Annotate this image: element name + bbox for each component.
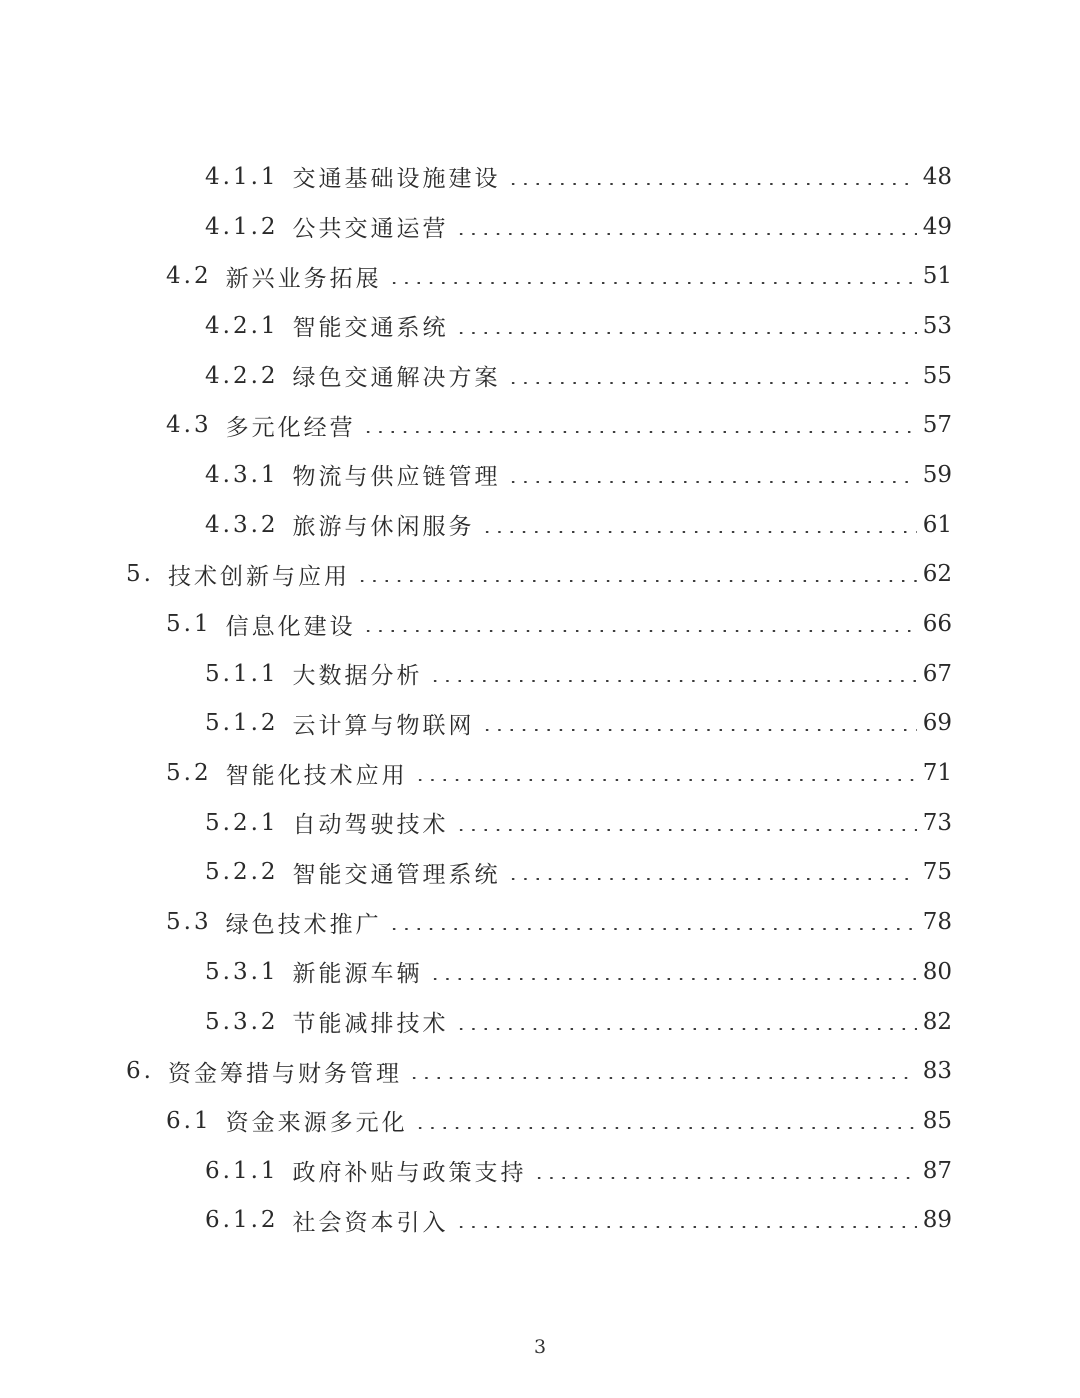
toc-entry-number: 4.3.1 [205, 461, 279, 488]
toc-entry-title: 智能交通系统 [292, 315, 449, 342]
toc-entry-title: 政府补贴与政策支持 [292, 1160, 527, 1187]
toc-entry-title: 技术创新与应用 [167, 563, 350, 590]
toc-entry-number: 4.2 [166, 263, 212, 290]
toc-dot-leader [414, 1127, 917, 1129]
toc-entry-page: 67 [922, 660, 952, 687]
toc-entry-page: 61 [922, 511, 952, 538]
toc-entry[interactable] [0, 400, 1080, 450]
toc-entry-title: 大数据分析 [292, 663, 423, 690]
toc-entry[interactable] [0, 152, 1080, 202]
toc-entry-page: 69 [922, 710, 952, 737]
toc-entry-page: 59 [922, 461, 952, 488]
toc-entry-number: 5.2 [166, 760, 212, 787]
toc-entry[interactable] [0, 202, 1080, 252]
toc-entry-number: 5.2.2 [205, 859, 279, 886]
toc-entry-title: 旅游与休闲服务 [292, 514, 475, 541]
toc-entry-title: 资金筹措与财务管理 [167, 1060, 402, 1087]
toc-entry-title: 智能化技术应用 [225, 762, 408, 789]
toc-entry-number: 5.1 [166, 611, 212, 638]
toc-dot-leader [455, 1028, 917, 1030]
toc-entry[interactable] [0, 897, 1080, 947]
toc-entry[interactable] [0, 748, 1080, 798]
toc-entry[interactable] [0, 450, 1080, 500]
toc-entry-number: 5.1.2 [205, 710, 279, 737]
toc-dot-leader [455, 1226, 917, 1228]
toc-entry-number: 4.2.2 [205, 362, 279, 389]
toc-entry-number: 5.3.2 [205, 1008, 279, 1035]
toc-entry-number: 4.1.2 [205, 213, 279, 240]
toc-entry[interactable] [0, 251, 1080, 301]
toc-entry[interactable] [0, 550, 1080, 600]
toc-dot-leader [481, 531, 917, 533]
toc-dot-leader [455, 829, 917, 831]
table-of-contents [0, 152, 1080, 1245]
toc-entry-number: 6.1 [166, 1107, 212, 1134]
toc-entry[interactable] [0, 1195, 1080, 1245]
page-number: 3 [533, 1336, 547, 1358]
toc-entry-page: 53 [922, 312, 952, 339]
toc-entry-title: 信息化建设 [225, 613, 356, 640]
toc-dot-leader [455, 332, 917, 334]
toc-entry-page: 55 [922, 362, 952, 389]
toc-entry-title: 节能减排技术 [292, 1011, 449, 1038]
toc-entry-title: 绿色交通解决方案 [292, 365, 501, 392]
toc-entry-title: 物流与供应链管理 [292, 464, 501, 491]
toc-entry[interactable] [0, 351, 1080, 401]
toc-entry-page: 75 [922, 859, 952, 886]
toc-dot-leader [533, 1177, 917, 1179]
toc-entry-number: 4.2.1 [205, 312, 279, 339]
toc-entry-title: 云计算与物联网 [292, 712, 475, 739]
toc-entry-page: 87 [922, 1157, 952, 1184]
toc-entry-number: 5.2.1 [205, 809, 279, 836]
toc-entry[interactable] [0, 500, 1080, 550]
toc-dot-leader [481, 729, 917, 731]
toc-dot-leader [388, 928, 917, 930]
toc-entry-title: 自动驾驶技术 [292, 812, 449, 839]
toc-entry-page: 89 [922, 1207, 952, 1234]
toc-entry-page: 62 [922, 561, 952, 588]
toc-dot-leader [507, 481, 917, 483]
toc-entry-number: 4.3 [166, 412, 212, 439]
toc-entry-number: 6.1.2 [205, 1207, 279, 1234]
toc-entry-page: 73 [922, 809, 952, 836]
toc-entry-title: 智能交通管理系统 [292, 861, 501, 888]
toc-entry-title: 新兴业务拓展 [225, 265, 382, 292]
toc-entry-number: 6. [126, 1058, 154, 1085]
toc-entry-page: 85 [922, 1107, 952, 1134]
toc-entry-page: 78 [922, 909, 952, 936]
toc-entry-title: 公共交通运营 [292, 216, 449, 243]
toc-entry-page: 80 [922, 958, 952, 985]
toc-dot-leader [362, 630, 917, 632]
toc-entry[interactable] [0, 1146, 1080, 1196]
toc-dot-leader [455, 233, 917, 235]
toc-entry-title: 多元化经营 [225, 414, 356, 441]
toc-entry-number: 5.3.1 [205, 958, 279, 985]
toc-entry-title: 绿色技术推广 [225, 911, 382, 938]
toc-dot-leader [429, 680, 917, 682]
toc-dot-leader [507, 183, 917, 185]
toc-entry[interactable] [0, 301, 1080, 351]
toc-entry[interactable] [0, 798, 1080, 848]
toc-dot-leader [362, 431, 917, 433]
toc-entry-number: 5.1.1 [205, 660, 279, 687]
toc-entry-title: 社会资本引入 [292, 1209, 449, 1236]
toc-entry[interactable] [0, 649, 1080, 699]
toc-dot-leader [356, 580, 917, 582]
toc-entry[interactable] [0, 699, 1080, 749]
toc-entry[interactable] [0, 1046, 1080, 1096]
toc-dot-leader [408, 1077, 917, 1079]
toc-entry-page: 49 [922, 213, 952, 240]
toc-dot-leader [388, 282, 917, 284]
toc-entry-page: 66 [922, 611, 952, 638]
toc-entry-number: 4.1.1 [205, 163, 279, 190]
toc-entry-number: 6.1.1 [205, 1157, 279, 1184]
toc-dot-leader [507, 878, 917, 880]
toc-entry-page: 82 [922, 1008, 952, 1035]
toc-entry[interactable] [0, 947, 1080, 997]
toc-dot-leader [429, 978, 917, 980]
toc-entry-title: 交通基础设施建设 [292, 166, 501, 193]
toc-dot-leader [414, 779, 917, 781]
toc-entry-page: 57 [922, 412, 952, 439]
toc-entry-title: 新能源车辆 [292, 961, 423, 988]
toc-entry-number: 4.3.2 [205, 511, 279, 538]
toc-entry-page: 83 [922, 1058, 952, 1085]
toc-entry-title: 资金来源多元化 [225, 1110, 408, 1137]
toc-entry-number: 5.3 [166, 909, 212, 936]
toc-dot-leader [507, 382, 917, 384]
toc-entry-page: 71 [922, 760, 952, 787]
toc-entry-page: 48 [922, 163, 952, 190]
toc-entry[interactable] [0, 848, 1080, 898]
toc-entry-page: 51 [922, 263, 952, 290]
toc-entry[interactable] [0, 1096, 1080, 1146]
toc-entry[interactable] [0, 997, 1080, 1047]
toc-entry[interactable] [0, 599, 1080, 649]
toc-entry-number: 5. [126, 561, 154, 588]
